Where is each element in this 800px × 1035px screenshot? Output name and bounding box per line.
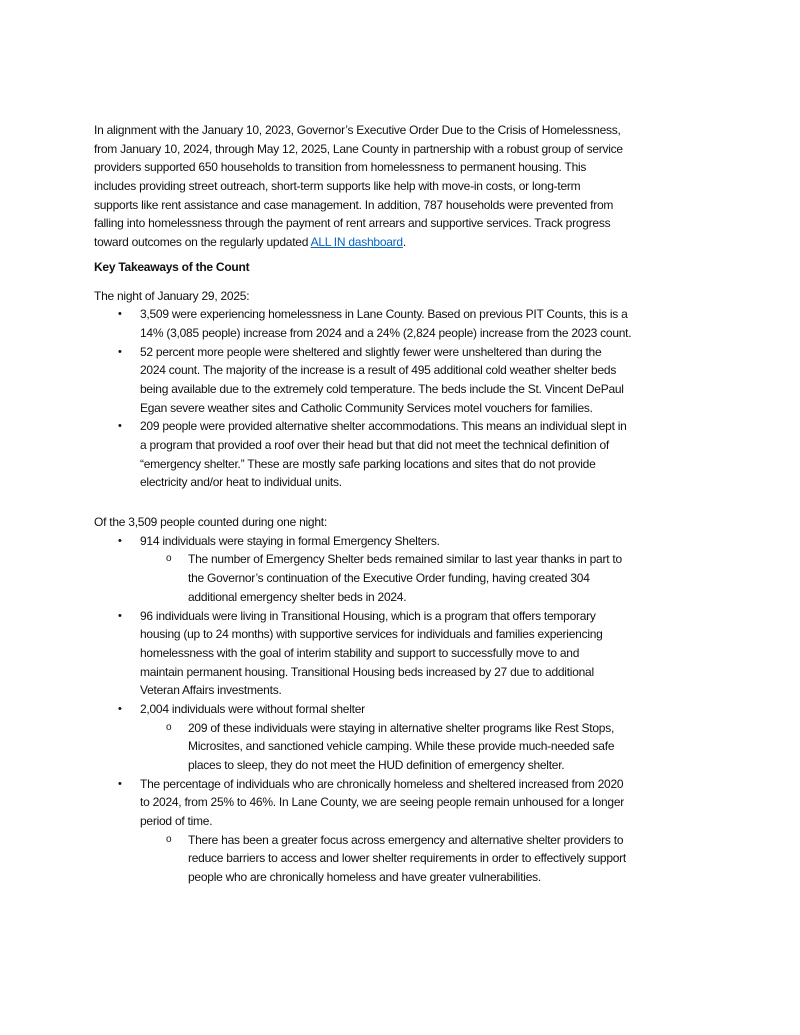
list-item-line: 3,509 were experiencing homelessness in Lane County. Based on previous PIT Counts, this is a (140, 307, 628, 322)
list-item (94, 607, 734, 700)
bullet-icon: • (118, 308, 122, 321)
list-item (94, 417, 734, 492)
list-item-line: 2,004 individuals were without formal shelter (140, 701, 365, 716)
list-item-line: reduce barriers to access and lower shelter requirements in order to effectively support (188, 851, 627, 866)
list-item-line: 96 individuals were living in Transitional Housing, which is a program that offers temporary (140, 608, 596, 623)
list-item-line: Egan severe weather sites and Catholic Community Services motel vouchers for families. (140, 400, 593, 415)
section-night-of-count (94, 287, 734, 493)
list-item-line: electricity and/or heat to individual units. (140, 475, 342, 490)
document-body (94, 121, 734, 887)
bullet-icon: • (118, 777, 122, 790)
list-item-line: There has been a greater focus across emergency and alternative shelter providers to (188, 832, 624, 847)
list-item-line: 14% (3,085 people) increase from 2024 and a 24% (2,824 people) increase from the 2023 count. (140, 325, 632, 340)
list-item-line: additional emergency shelter beds in 2024. (188, 589, 407, 604)
intro-line: includes providing street outreach, short-term supports like help with move-in costs, or long-term (94, 179, 581, 194)
intro-paragraph (94, 121, 734, 252)
section-heading: Key Takeaways of the Count (94, 259, 250, 274)
list-item-line: 209 people were provided alternative shelter accommodations. This means an individual slept in (140, 419, 627, 434)
list-item-line: a program that provided a roof over their head but that did not meet the technical definition of (140, 438, 609, 452)
list-item-line: 914 individuals were staying in formal Emergency Shelters. (140, 533, 440, 548)
list-item (94, 700, 734, 719)
intro-text: . (402, 235, 406, 250)
list-item-line: places to sleep, they do not meet the HUD definition of emergency shelter. (188, 758, 565, 772)
list-item-line: homelessness with the goal of interim stability and support to successfully move to and (140, 645, 580, 660)
list-item (94, 305, 734, 342)
list-item-line: the Governor’s continuation of the Executive Order funding, having created 304 (188, 571, 590, 586)
intro-line (94, 233, 734, 252)
bullet-icon: • (118, 534, 122, 547)
intro-line: providers supported 650 households to transition from homelessness to permanent housing. This (94, 160, 587, 175)
list-item-line: The number of Emergency Shelter beds remained similar to last year thanks in part to (188, 552, 622, 567)
circle-bullet-icon: o (166, 833, 172, 845)
section-people-counted (94, 513, 734, 887)
list-item-line: The percentage of individuals who are chronically homeless and sheltered increased from 2020 (140, 776, 624, 791)
list-item-line: 2024 count. The majority of the increase is a result of 495 additional cold weather shelter beds (140, 363, 617, 378)
list-item-line: to 2024, from 25% to 46%. In Lane County, we are seeing people remain unhoused for a longer (140, 795, 625, 810)
list-item-line: “emergency shelter.” These are mostly safe parking locations and sites that do not provide (140, 456, 596, 471)
sub-list-item (94, 719, 734, 775)
circle-bullet-icon: o (166, 721, 172, 733)
bullet-icon: • (118, 345, 122, 358)
list-item-line: 52 percent more people were sheltered and slightly fewer were unsheltered than during the (140, 344, 602, 359)
list-item-line: Microsites, and sanctioned vehicle camping. While these provide much-needed safe (188, 739, 615, 754)
intro-line: from January 10, 2024, through May 12, 2025, Lane County in partnership with a robust group of service (94, 141, 623, 156)
list-item-line: being available due to the extremely cold temperature. The beds include the St. Vincent DePaul (140, 381, 624, 396)
list-item (94, 343, 734, 418)
list-item-line: 209 of these individuals were staying in alternative shelter programs like Rest Stops, (188, 720, 615, 735)
section-lead: The night of January 29, 2025: (94, 288, 250, 303)
bullet-icon: • (118, 609, 122, 622)
intro-line: falling into homelessness through the payment of rent arrears and supportive services. Track progress (94, 216, 611, 231)
intro-line: In alignment with the January 10, 2023, Governor’s Executive Order Due to the Crisis of Homelessness, (94, 123, 621, 137)
section-lead: Of the 3,509 people counted during one night: (94, 515, 327, 530)
list-item-line: maintain permanent housing. Transitional Housing beds increased by 27 due to additional (140, 664, 594, 679)
circle-bullet-icon: o (166, 553, 172, 565)
intro-line: supports like rent assistance and case management. In addition, 787 households were prevented from (94, 197, 614, 212)
list-item (94, 532, 734, 551)
sub-list-item (94, 831, 734, 887)
list-item-line: people who are chronically homeless and have greater vulnerabilities. (188, 870, 541, 885)
list-item (94, 775, 734, 831)
list-item-line: housing (up to 24 months) with supportive services for individuals and families experiencing (140, 627, 603, 642)
list-item-line: Veteran Affairs investments. (140, 683, 282, 698)
sub-list-item (94, 550, 734, 606)
all-in-dashboard-link[interactable]: ALL IN dashboard (310, 235, 403, 250)
bullet-icon: • (118, 702, 122, 715)
list-item-line: period of time. (140, 814, 213, 829)
bullet-icon: • (118, 420, 122, 433)
intro-text: toward outcomes on the regularly updated (94, 235, 311, 250)
